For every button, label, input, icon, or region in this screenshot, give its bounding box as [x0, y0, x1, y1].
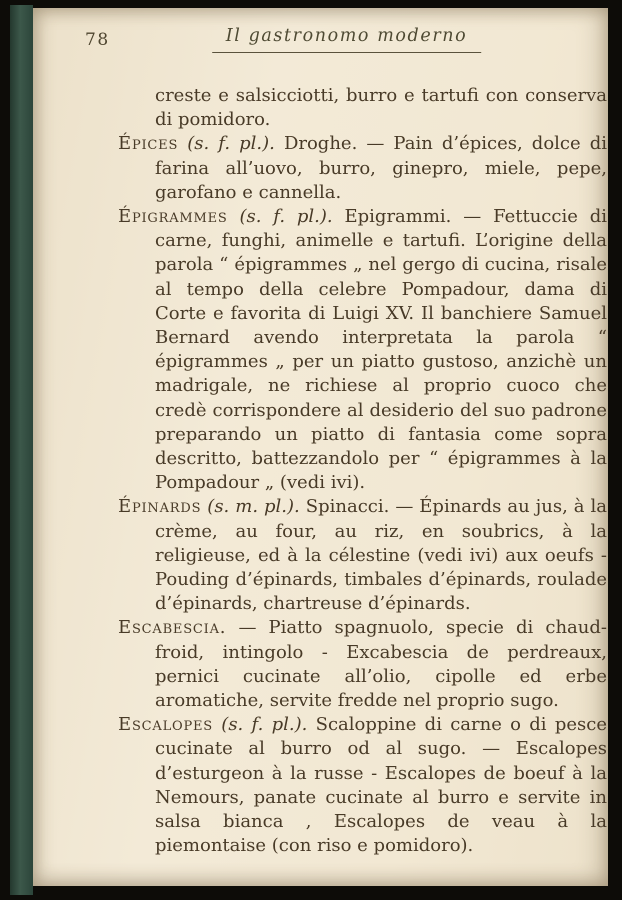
entry-grammar: (s. f. pl.).: [239, 206, 333, 228]
dictionary-entry-epinards: [118, 495, 607, 616]
entry-headword: Épices: [118, 133, 179, 155]
continuation-paragraph: creste e salsicciotti, burro e tartufi con conserva di pomidoro.: [155, 85, 607, 131]
entry-grammar: (s. f. pl.).: [221, 714, 308, 736]
entry-body: Epigrammi. — Fettuccie di carne, funghi, animelle e tartufi. L’origine della parola “ épigrammes „ nel gergo di cucina, risale al tempo della celebre Pompadour, dama di Corte e favorita di Luigi XV. Il banchiere Samuel Bernard avendo interpretata la parola “ épigrammes „ per un piatto gustoso, anzichè un madrigale, ne richiese al proprio cuoco che credè corrispondere al desiderio del suo padrone preparando un piatto di fantasia come sopra descritto, battezzandolo per “ épigrammes à la Pompadour „ (vedi ivi).: [155, 206, 607, 494]
entry-headword: Escalopes: [118, 714, 214, 736]
dictionary-entry-epigrammes: [118, 205, 607, 495]
page: [33, 8, 608, 886]
entry-body: Spinacci. — Épinards au jus, à la crème, au four, au riz, en soubrics, à la religieuse, ed à la célestine (vedi ivi) aux oeufs - Pouding d’épinards, timbales d’épinards, roulade d’épinards, chartreuse d’épinards.: [155, 496, 607, 615]
dictionary-entry-epices: [118, 132, 607, 205]
entry-headword: Escabescia.: [118, 617, 227, 639]
entry-headword: Épinards: [118, 496, 202, 518]
entry-body: — Piatto spagnuolo, specie di chaud-froid, intingolo - Excabescia de perdreaux, pernici cucinate all’olio, cipolle ed erbe aromatiche, servite fredde nel proprio sugo.: [155, 617, 607, 712]
dictionary-entry-escabescia: [118, 616, 607, 713]
entry-body: Scaloppine di carne o di pesce cucinate al burro od al sugo. — Escalopes d’esturgeon à la russe - Escalopes de boeuf à la Nemours, panate cucinate al burro e servite in salsa bianca , Escalopes de veau à la piemontaise (con riso e pomidoro).: [155, 714, 607, 857]
page-header: [33, 8, 608, 68]
text-block: [118, 84, 607, 859]
binding-strip: [10, 5, 33, 895]
dictionary-entry-escalopes: [118, 713, 607, 858]
entry-grammar: (s. m. pl.).: [207, 496, 300, 518]
entry-grammar: (s. f. pl.).: [187, 133, 275, 155]
entry-headword: Épigrammes: [118, 206, 228, 228]
running-title: Il gastronomo moderno: [212, 26, 482, 53]
entry-body: Droghe. — Pain d’épices, dolce di farina all’uovo, burro, ginepro, miele, pepe, garofano e cannella.: [155, 133, 607, 203]
page-number: 78: [85, 30, 110, 50]
